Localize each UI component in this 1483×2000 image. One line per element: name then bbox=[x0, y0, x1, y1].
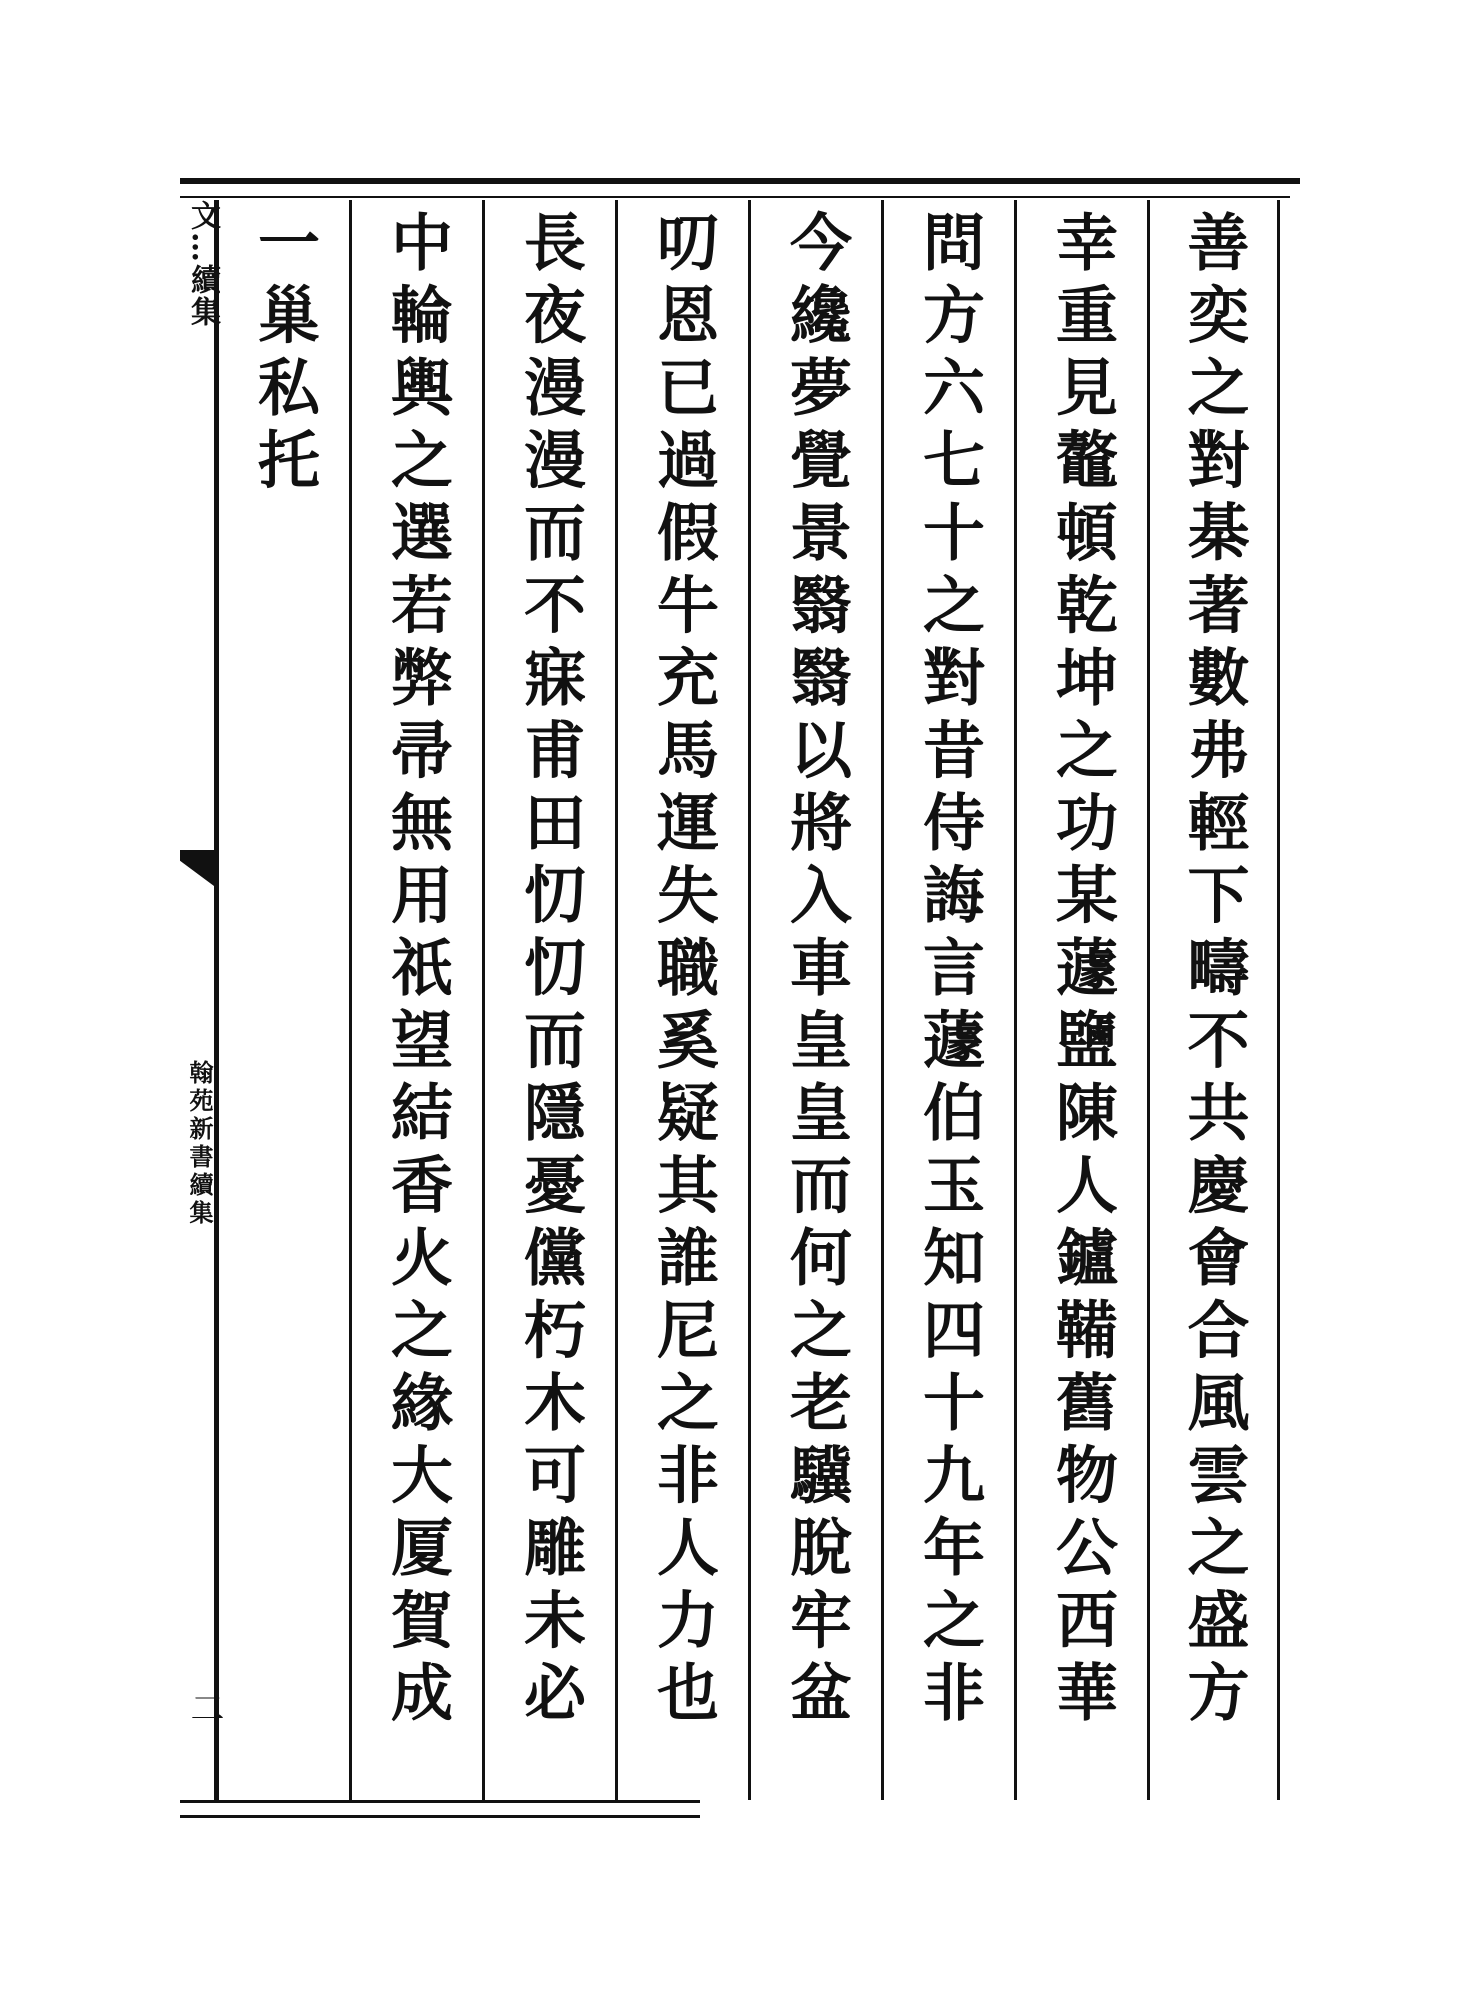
text-columns bbox=[214, 200, 1280, 1800]
top-border bbox=[180, 178, 1300, 184]
margin-book-title: 翰苑新書續集 bbox=[185, 1060, 214, 1228]
text-column bbox=[615, 200, 748, 1800]
column-text: 一巢私托 bbox=[247, 210, 321, 500]
column-text: 問方六七十之對昔侍誨言蘧伯玉知四十九年之非 bbox=[912, 210, 986, 1733]
column-text: 中輪輿之選若弊帚無用祇望結香火之緣大厦賀成 bbox=[380, 210, 454, 1733]
column-text: 長夜漫漫而不寐甫田忉忉而隱憂儻朽木可雕未必 bbox=[513, 210, 587, 1733]
fishtail-mark bbox=[180, 850, 214, 886]
page-number: 二 bbox=[184, 1690, 224, 1724]
margin-title: 文…續集 bbox=[185, 200, 220, 328]
column-text: 幸重見鼇頓乾坤之功某蘧鹽陳人鑪鞴舊物公西華 bbox=[1045, 210, 1119, 1733]
column-text: 善奕之對棊著數弗輕下疇不共慶會合風雲之盛方 bbox=[1177, 210, 1250, 1733]
top-inner-border bbox=[180, 196, 1290, 198]
text-column bbox=[1147, 200, 1280, 1800]
text-column bbox=[216, 200, 349, 1800]
page-margin-column bbox=[180, 200, 224, 1800]
bottom-outer-border bbox=[180, 1815, 700, 1818]
text-column bbox=[349, 200, 482, 1800]
bottom-border bbox=[180, 1800, 700, 1803]
text-column bbox=[482, 200, 615, 1800]
text-column bbox=[1014, 200, 1147, 1800]
text-column bbox=[881, 200, 1014, 1800]
text-column bbox=[748, 200, 881, 1800]
column-text: 叨恩已過假牛充馬運失職奚疑其誰尼之非人力也 bbox=[646, 210, 720, 1733]
column-text: 今纔夢覺景翳翳以將入車皇皇而何之老驥脫牢盆 bbox=[779, 210, 853, 1733]
